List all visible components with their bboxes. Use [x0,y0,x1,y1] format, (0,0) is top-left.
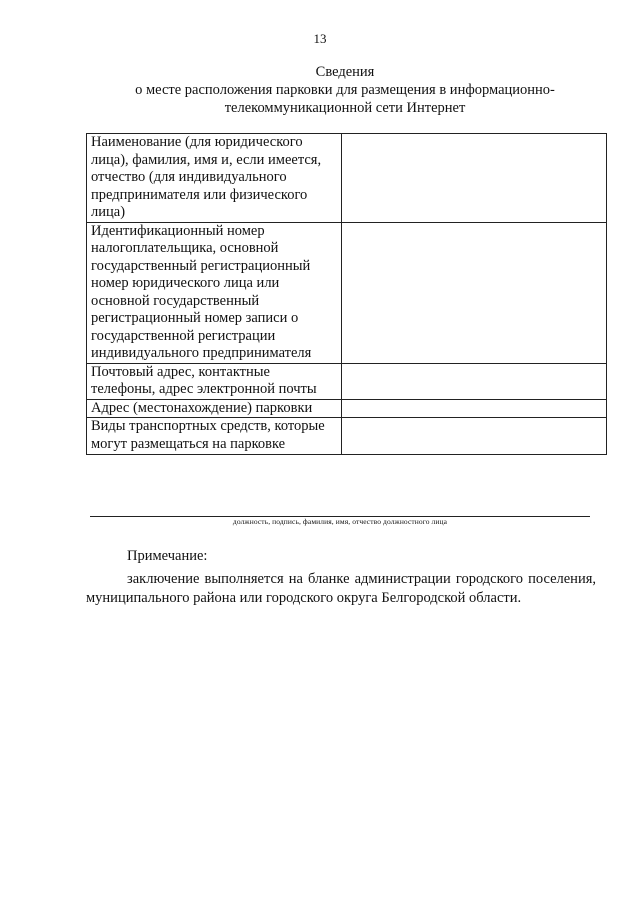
row-label: Идентификационный номер налогоплательщика, основной государственный регистрационный номер юридического лица или основной государственный регистрационный номер записи о государственной регистрации индивидуального предпринимателя [87,222,342,363]
table-row [87,363,607,399]
title-line-1: Сведения [315,64,375,80]
row-value [342,418,607,455]
row-value [342,363,607,399]
note-body: заключение выполняется на бланке администрации городского поселения, муниципального района или городского округа Белгородской области. [86,571,596,606]
info-table [86,133,607,455]
note-heading: Примечание: [127,548,208,564]
row-value [342,134,607,223]
table-row [87,418,607,455]
table-row [87,222,607,363]
row-label: Почтовый адрес, контактные телефоны, адрес электронной почты [87,363,342,399]
row-value [342,399,607,418]
title-line-2: о месте расположения парковки для размещения в информационно- [135,82,555,98]
title-line-3: телекоммуникационной сети Интернет [224,100,466,116]
table-row [87,399,607,418]
row-label: Наименование (для юридического лица), фамилия, имя и, если имеется, отчество (для индивидуального предпринимателя или физического лица) [87,134,342,223]
row-label: Виды транспортных средств, которые могут размещаться на парковке [87,418,342,455]
row-label: Адрес (местонахождение) парковки [87,399,342,418]
page-number: 13 [313,31,327,46]
signature-caption: должность, подпись, фамилия, имя, отчество должностного лица [232,517,448,526]
document-title [100,63,590,117]
table-row [87,134,607,223]
row-value [342,222,607,363]
